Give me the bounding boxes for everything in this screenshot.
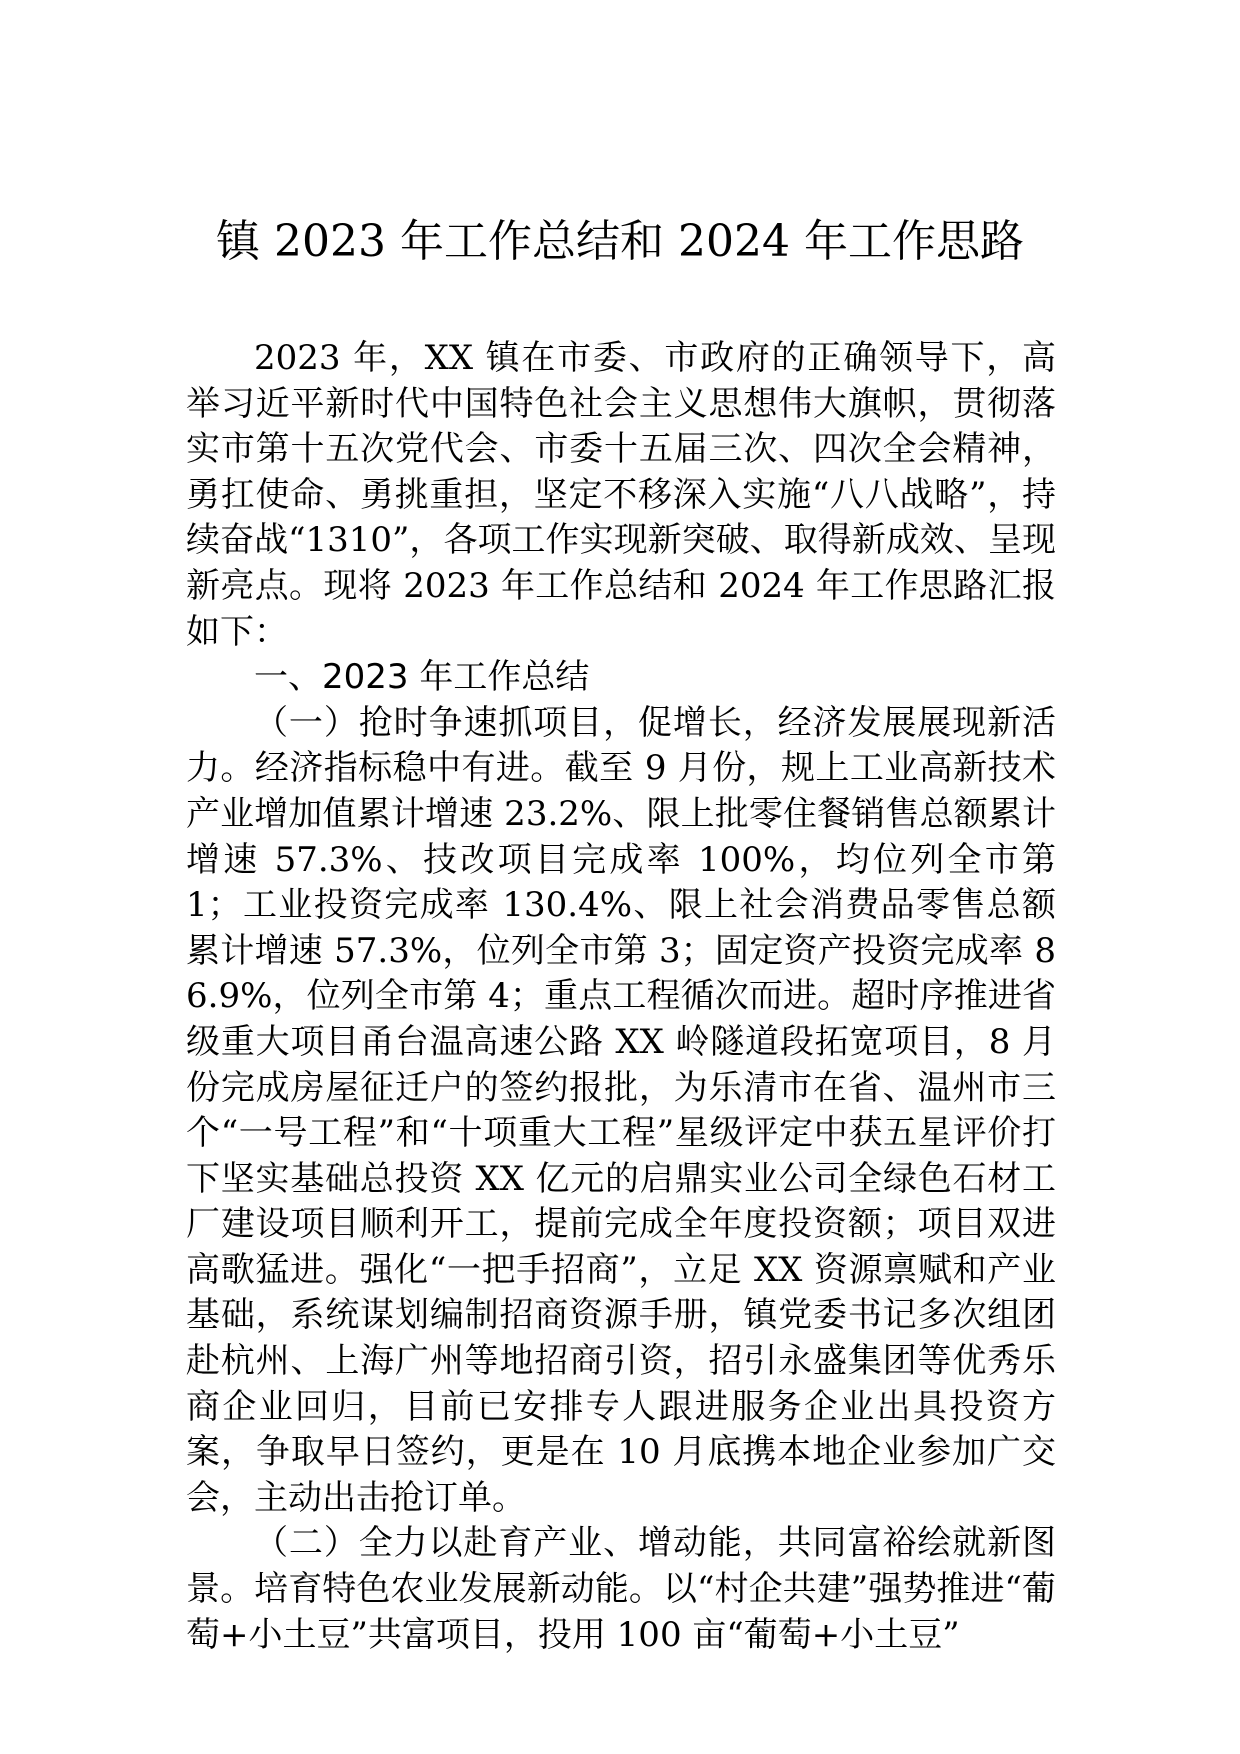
intro-paragraph: 2023 年，XX 镇在市委、市政府的正确领导下，高举习近平新时代中国特色社会主义思想伟大旗帜，贯彻落实市第十五次党代会、市委十五届三次、四次全会精神，勇扛使命、勇挑重担，坚定不移深入实施“八八战略”，持续奋战“1310”，各项工作实现新突破、取得新成效、呈现新亮点。现将 2023 年工作总结和 2024 年工作思路汇报如下： xyxy=(186,338,1056,652)
document-title: 镇 2023 年工作总结和 2024 年工作思路 xyxy=(216,216,1024,267)
section-heading-summary: 一、2023 年工作总结 xyxy=(254,657,590,698)
document-body xyxy=(186,336,1056,1658)
paragraph-projects: （一）抢时争速抓项目，促增长，经济发展展现新活力。经济指标稳中有进。截至 9 月份，规上工业高新技术产业增加值累计增速 23.2%、限上批零住餐销售总额累计增速 57.3%、技改项目完成率 100%，均位列全市第 1；工业投资完成率 130.4%、限上社会消费品零售总额累计增速 57.3%，位列全市第 3；固定资产投资完成率 86.9%，位列全市第 4；重点工程循次而进。超时序推进省级重大项目甬台温高速公路 XX 岭隧道段拓宽项目，8 月份完成房屋征迁户的签约报批，为乐清市在省、温州市三个“一号工程”和“十项重大工程”星级评定中获五星评价打下坚实基础总投资 XX 亿元的启鼎实业公司全绿色石材工厂建设项目顺利开工，提前完成全年度投资额；项目双进高歌猛进。强化“一把手招商”，立足 XX 资源禀赋和产业基础，系统谋划编制招商资源手册，镇党委书记多次组团赴杭州、上海广州等地招商引资，招引永盛集团等优秀乐商企业回归，目前已安排专人跟进服务企业出具投资方案，争取早日签约，更是在 10 月底携本地企业参加广交会，主动出击抢订单。 xyxy=(186,702,1056,1518)
paragraph-industry: （二）全力以赴育产业、增动能，共同富裕绘就新图景。培育特色农业发展新动能。以“村企共建”强势推进“葡萄+小土豆”共富项目，投用 100 亩“葡萄+小土豆” xyxy=(186,1523,1056,1655)
